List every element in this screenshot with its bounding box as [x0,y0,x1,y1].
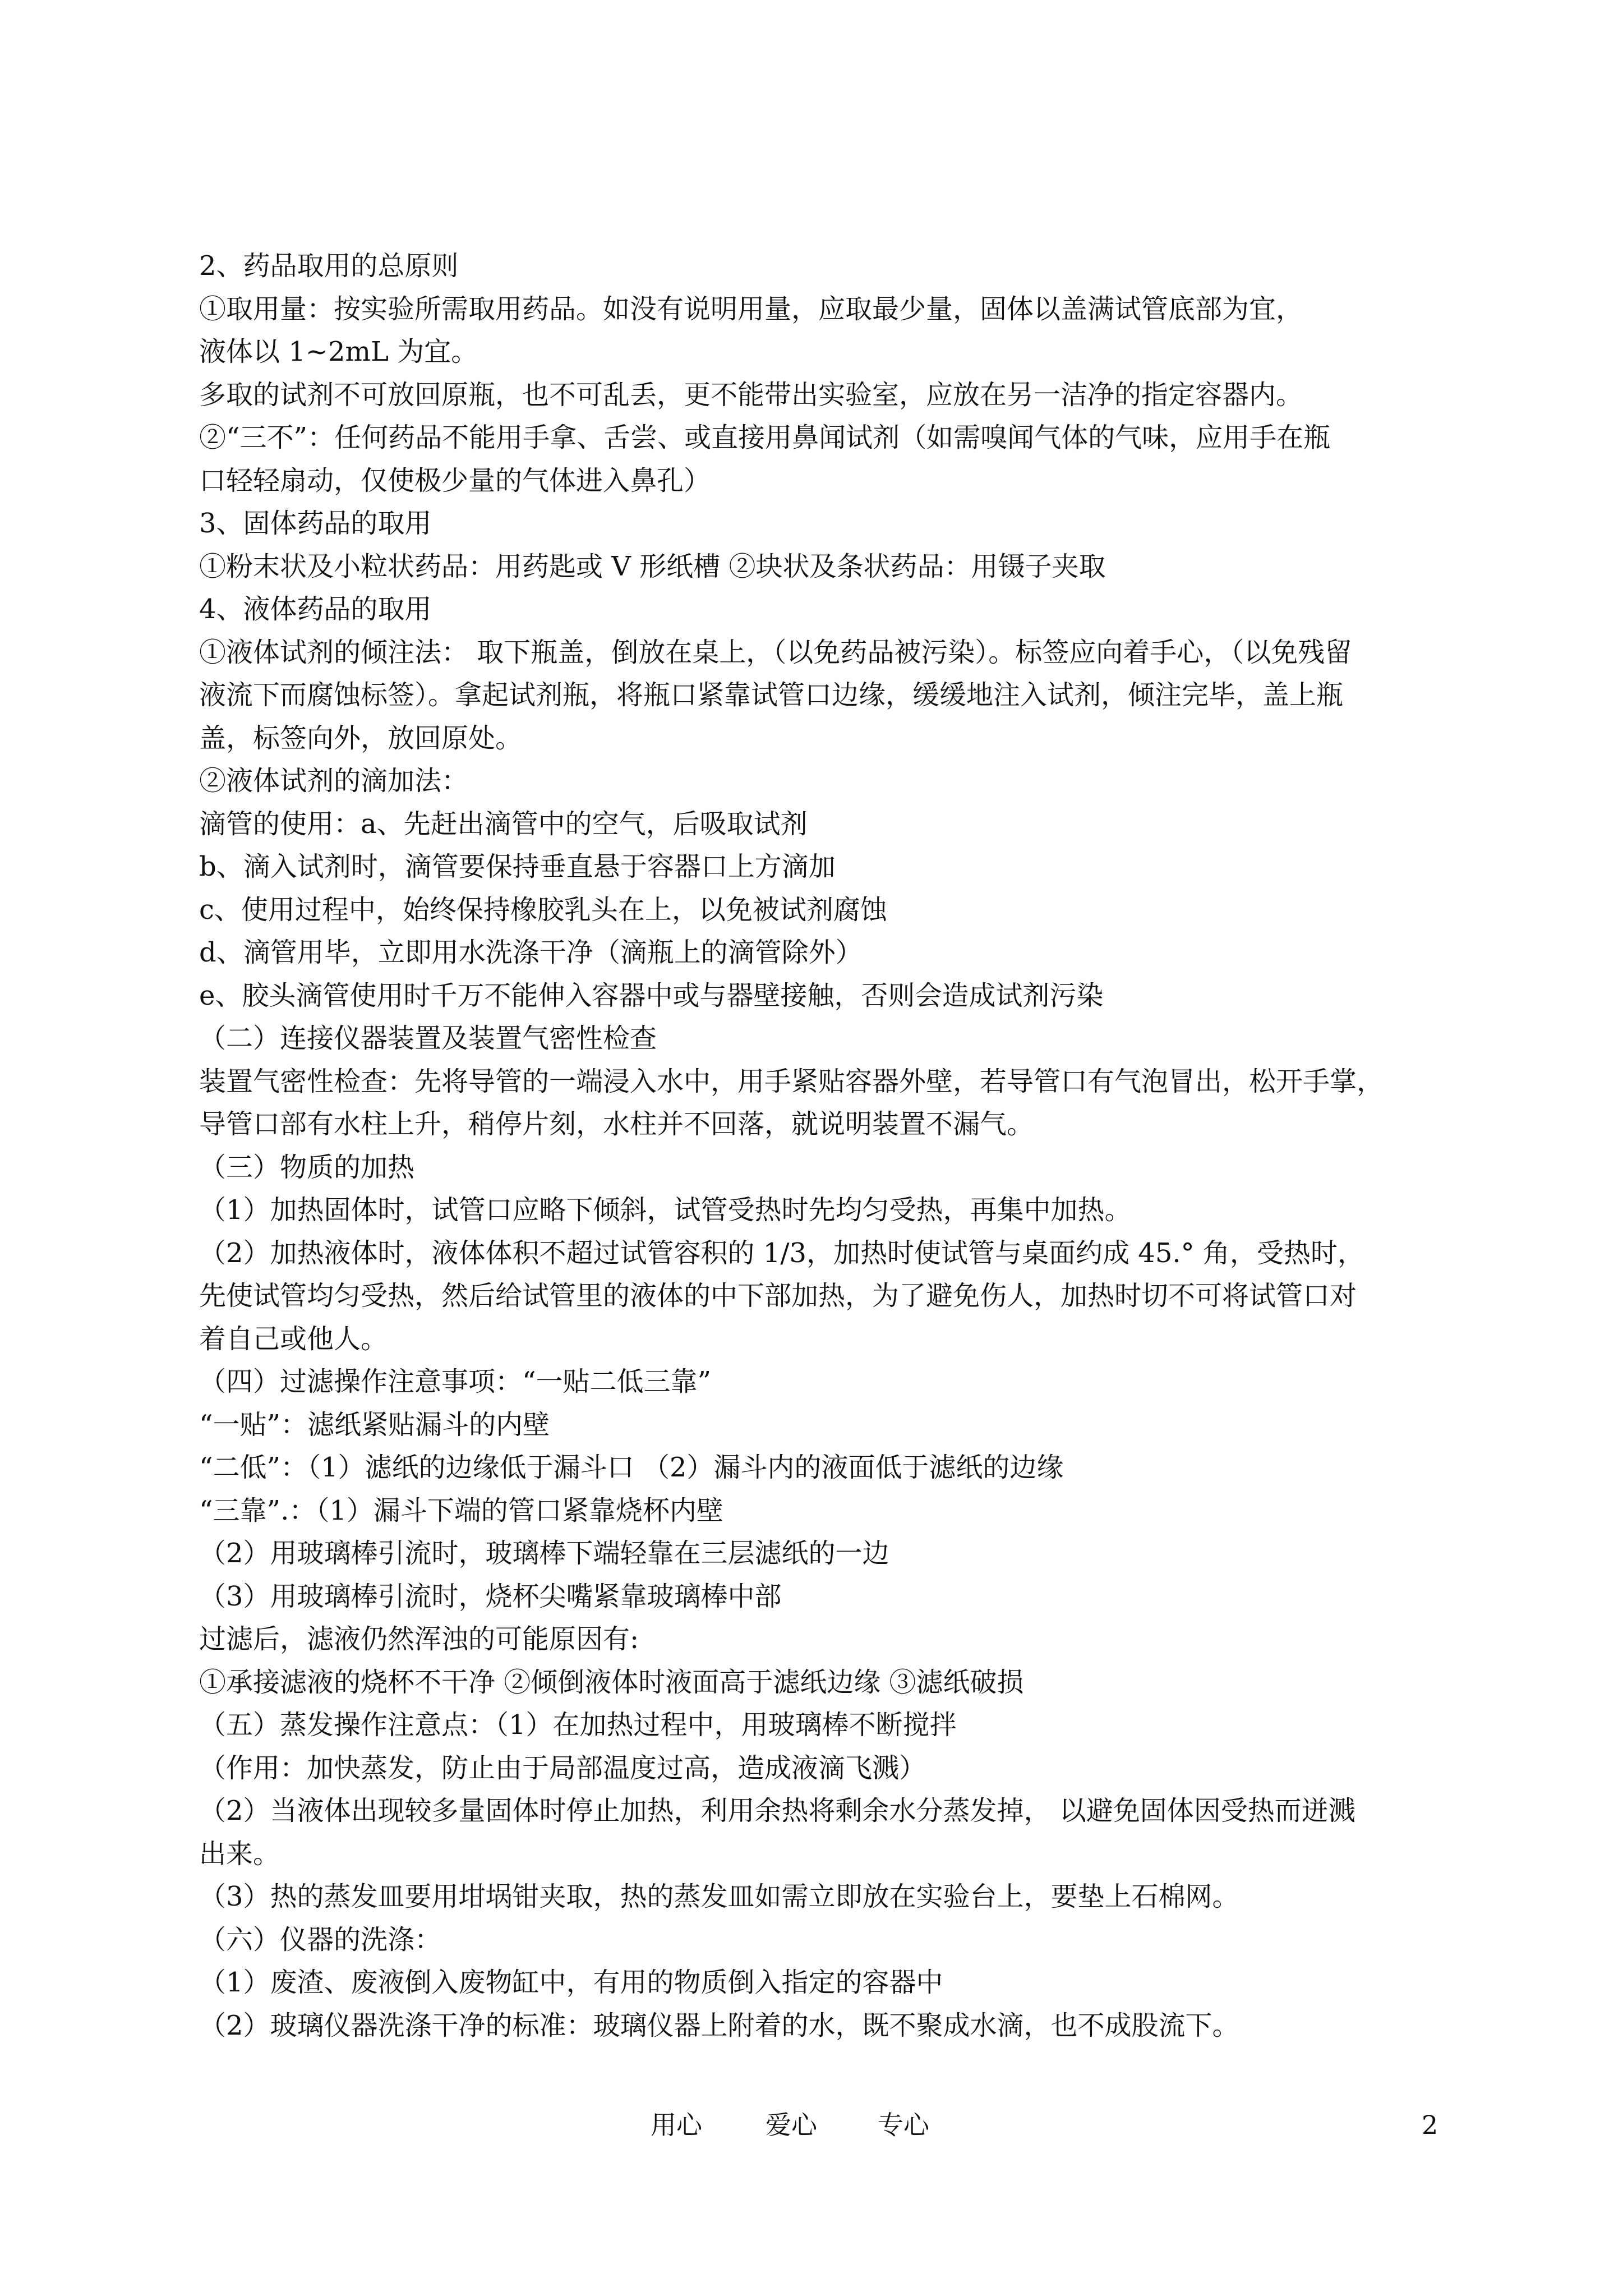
text-line: （1）加热固体时，试管口应略下倾斜，试管受热时先均匀受热，再集中加热。 [199,1194,1132,1226]
text-line: （三）物质的加热 [199,1151,415,1183]
text-line: 液流下而腐蚀标签）。拿起试剂瓶，将瓶口紧靠试管口边缘，缓缓地注入试剂，倾注完毕，盖上瓶 [199,679,1344,711]
text-line: 过滤后，滤液仍然浑浊的可能原因有: [199,1623,639,1655]
text-line: 先使试管均匀受热，然后给试管里的液体的中下部加热，为了避免伤人，加热时切不可将试管口对 [199,1280,1357,1312]
text-line: 出来。 [199,1838,280,1870]
text-line: 多取的试剂不可放回原瓶，也不可乱丢，更不能带出实验室，应放在另一洁净的指定容器内。 [199,379,1303,411]
document-body [199,245,1453,2047]
text-line: 盖，标签向外，放回原处。 [199,722,523,754]
text-line: “三靠”.：（1）漏斗下端的管口紧靠烧杯内壁 [199,1494,723,1526]
text-line: （四）过滤操作注意事项：“一贴二低三靠” [199,1366,712,1397]
text-line: d、滴管用毕，立即用水洗涤干净（滴瓶上的滴管除外） [199,937,863,968]
text-line: （五）蒸发操作注意点：（1）在加热过程中，用玻璃棒不断搅拌 [199,1709,957,1741]
text-line: ①取用量：按实验所需取用药品。如没有说明用量，应取最少量，固体以盖满试管底部为宜， [199,293,1303,325]
text-line: （2）当液体出现较多量固体时停止加热，利用余热将剩余水分蒸发掉， 以避免固体因受热而迸溅 [199,1795,1355,1826]
text-line: ②“三不”：任何药品不能用手拿、舌尝、或直接用鼻闻试剂（如需嗅闻气体的气味，应用手在瓶 [199,422,1331,453]
text-line: （2）加热液体时，液体体积不超过试管容积的 1/3，加热时使试管与桌面约成 45.° 角，受热时， [199,1237,1364,1269]
page-footer [0,2108,1623,2142]
text-line: ①粉末状及小粒状药品：用药匙或 V 形纸槽 ②块状及条状药品：用镊子夹取 [199,550,1106,582]
text-line: （3）热的蒸发皿要用坩埚钳夹取，热的蒸发皿如需立即放在实验台上，要垫上石棉网。 [199,1881,1239,1912]
text-line: （3）用玻璃棒引流时，烧杯尖嘴紧靠玻璃棒中部 [199,1580,782,1612]
text-line: 液体以 1~2mL 为宜。 [199,336,478,367]
text-line: 口轻轻扇动，仅使极少量的气体进入鼻孔） [199,464,711,496]
text-line: 着自己或他人。 [199,1323,388,1355]
text-line: 滴管的使用：a、先赶出滴管中的空气，后吸取试剂 [199,808,808,840]
footer-motto-2: 爱心 [766,2110,817,2140]
text-line: （2）玻璃仪器洗涤干净的标准：玻璃仪器上附着的水，既不聚成水滴，也不成股流下。 [199,2009,1239,2041]
footer-motto-1: 用心 [651,2110,702,2140]
text-line: “一贴”：滤纸紧贴漏斗的内壁 [199,1409,550,1441]
text-line: ②液体试剂的滴加法： [199,765,469,797]
text-line: b、滴入试剂时，滴管要保持垂直悬于容器口上方滴加 [199,851,836,882]
text-line: ①承接滤液的烧杯不干净 ②倾倒液体时液面高于滤纸边缘 ③滤纸破损 [199,1666,1024,1698]
text-line: 3、固体药品的取用 [199,508,432,539]
text-line: （二）连接仪器装置及装置气密性检查 [199,1023,657,1054]
text-line: （作用：加快蒸发，防止由于局部温度过高，造成液滴飞溅） [199,1752,926,1784]
page-number: 2 [1422,2110,1438,2140]
text-line: （1）废渣、废液倒入废物缸中，有用的物质倒入指定的容器中 [199,1967,943,1998]
text-line: c、使用过程中，始终保持橡胶乳头在上，以免被试剂腐蚀 [199,894,887,926]
text-line: 导管口部有水柱上升，稍停片刻，水柱并不回落，就说明装置不漏气。 [199,1108,1034,1140]
text-line: ①液体试剂的倾注法： 取下瓶盖，倒放在桌上，（以免药品被污染）。标签应向着手心，（以免残留 [199,636,1352,668]
text-line: 2、药品取用的总原则 [199,250,459,282]
text-line: 4、液体药品的取用 [199,593,432,625]
text-line: e、胶头滴管使用时千万不能伸入容器中或与器壁接触，否则会造成试剂污染 [199,979,1104,1011]
footer-motto-3: 专心 [878,2110,929,2140]
text-line: （六）仪器的洗涤： [199,1924,442,1955]
text-line: “二低”：（1）滤纸的边缘低于漏斗口 （2）漏斗内的液面低于滤纸的边缘 [199,1452,1064,1483]
text-line: （2）用玻璃棒引流时，玻璃棒下端轻靠在三层滤纸的一边 [199,1538,889,1569]
text-line: 装置气密性检查：先将导管的一端浸入水中，用手紧贴容器外壁，若导管口有气泡冒出，松开手掌， [199,1065,1384,1097]
